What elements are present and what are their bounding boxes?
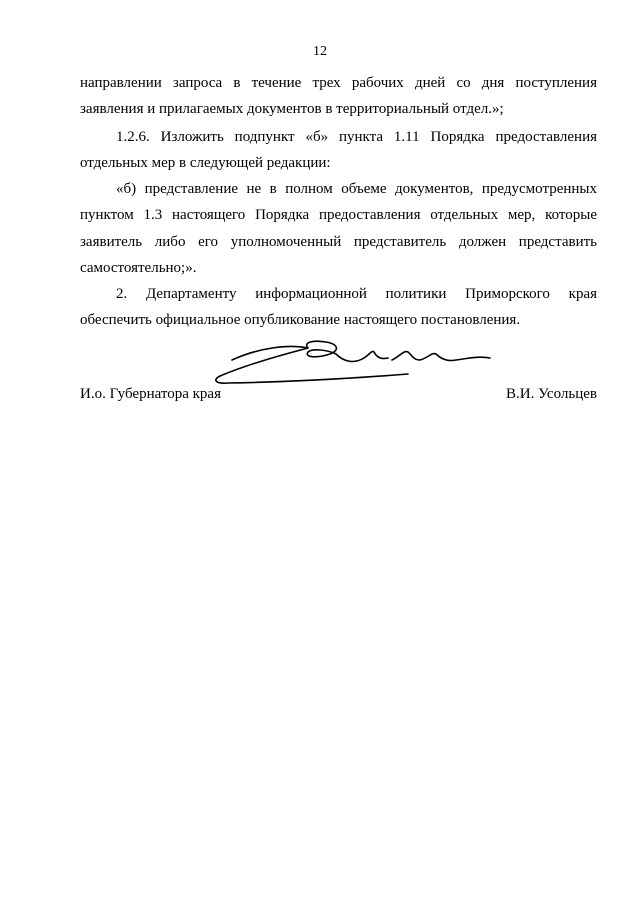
handwritten-signature: [208, 338, 498, 390]
page-number: 12: [313, 44, 327, 59]
signatory-title: И.о. Губернатора края: [80, 386, 221, 402]
text-line: пунктом 1.3 настоящего Порядка предоставления отдельных мер, которые: [80, 207, 597, 224]
text-line: 1.2.6. Изложить подпункт «б» пункта 1.11 Порядка предоставления: [116, 129, 597, 145]
signatory-name: В.И. Усольцев: [506, 386, 597, 402]
text-line: заявления и прилагаемых документов в территориальный отдел.»;: [80, 101, 504, 118]
text-line: заявитель либо его уполномоченный представитель должен представить: [80, 233, 597, 250]
paragraph-2: [80, 281, 597, 334]
signature-block: [80, 386, 597, 408]
paragraph-1-2-6: [80, 124, 597, 177]
paragraph-b: [80, 176, 597, 282]
text-line: самостоятельно;».: [80, 260, 197, 277]
text-line: «б) представление не в полном объеме документов, предусмотренных: [116, 181, 597, 197]
text-line: направлении запроса в течение трех рабочих дней со дня поступления: [80, 75, 597, 91]
text-line: обеспечить официальное опубликование настоящего постановления.: [80, 312, 521, 329]
text-line: 2. Департаменту информационной политики Приморского края: [116, 286, 597, 302]
paragraph-continuation: [80, 70, 597, 123]
text-line: отдельных мер в следующей редакции:: [80, 155, 331, 172]
